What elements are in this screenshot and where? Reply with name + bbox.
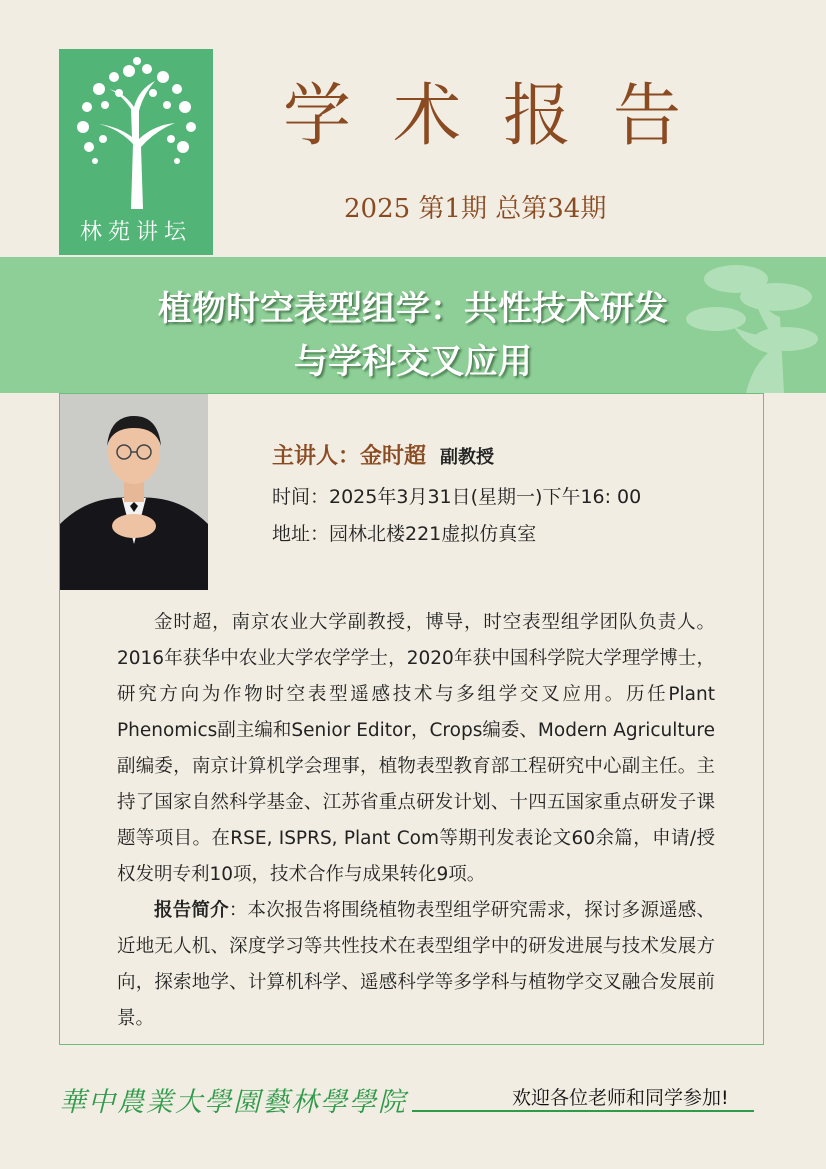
welcome-text: 欢迎各位老师和同学参加! bbox=[512, 1087, 729, 1109]
page-title: 学术报告 bbox=[283, 77, 724, 156]
talk-time: 时间：2025年3月31日(星期一)下午16: 00 bbox=[272, 486, 642, 508]
speaker-name: 主讲人：金时超 bbox=[272, 444, 427, 469]
speaker-title: 副教授 bbox=[440, 447, 495, 468]
forum-logo bbox=[59, 49, 213, 255]
tree-icon bbox=[59, 49, 213, 209]
abstract-text: ：本次报告将围绕植物表型组学研究需求，探讨多源遥感、近地无人机、深度学习等共性技术在表型组学中的研发进展与技术发展方向，探索地学、计算机科学、遥感科学等多学科与植物学交叉融合发展前景。 bbox=[117, 900, 715, 1029]
abstract-paragraph bbox=[117, 893, 715, 1037]
speaker-photo bbox=[60, 394, 208, 590]
speaker-bio bbox=[117, 605, 715, 1037]
abstract-label: 报告简介 bbox=[154, 900, 229, 921]
footer-divider bbox=[412, 1110, 754, 1112]
logo-name: 林苑讲坛 bbox=[79, 220, 192, 245]
speaker-portrait-icon bbox=[60, 394, 208, 590]
talk-address: 地址：园林北楼221虚拟仿真室 bbox=[272, 523, 537, 545]
topic-line-1: 植物时空表型组学：共性技术研发 bbox=[158, 289, 668, 329]
school-name: 華中農業大學園藝林學學院 bbox=[59, 1087, 407, 1118]
topic-line-2: 与学科交叉应用 bbox=[294, 342, 532, 382]
bio-paragraph: 金时超，南京农业大学副教授，博导，时空表型组学团队负责人。2016年获华中农业大学农学学士，2020年获中国科学院大学理学博士，研究方向为作物时空表型遥感技术与多组学交叉应用。历任Plant Phenomics副主编和Senior Editor，Crops编委、Modern Agriculture副编委，南京计算机学会理事，植物表型教育部工程研究中心副主任。主持了国家自然科学基金、江苏省重点研发计划、十四五国家重点研发子课题等项目。在RSE, ISPRS, Plant Com等期刊发表论文60余篇，申请/授权发明专利10项，技术合作与成果转化9项。 bbox=[117, 612, 715, 885]
issue-number: 2025 第1期 总第34期 bbox=[344, 194, 607, 224]
speaker-line bbox=[272, 439, 494, 470]
